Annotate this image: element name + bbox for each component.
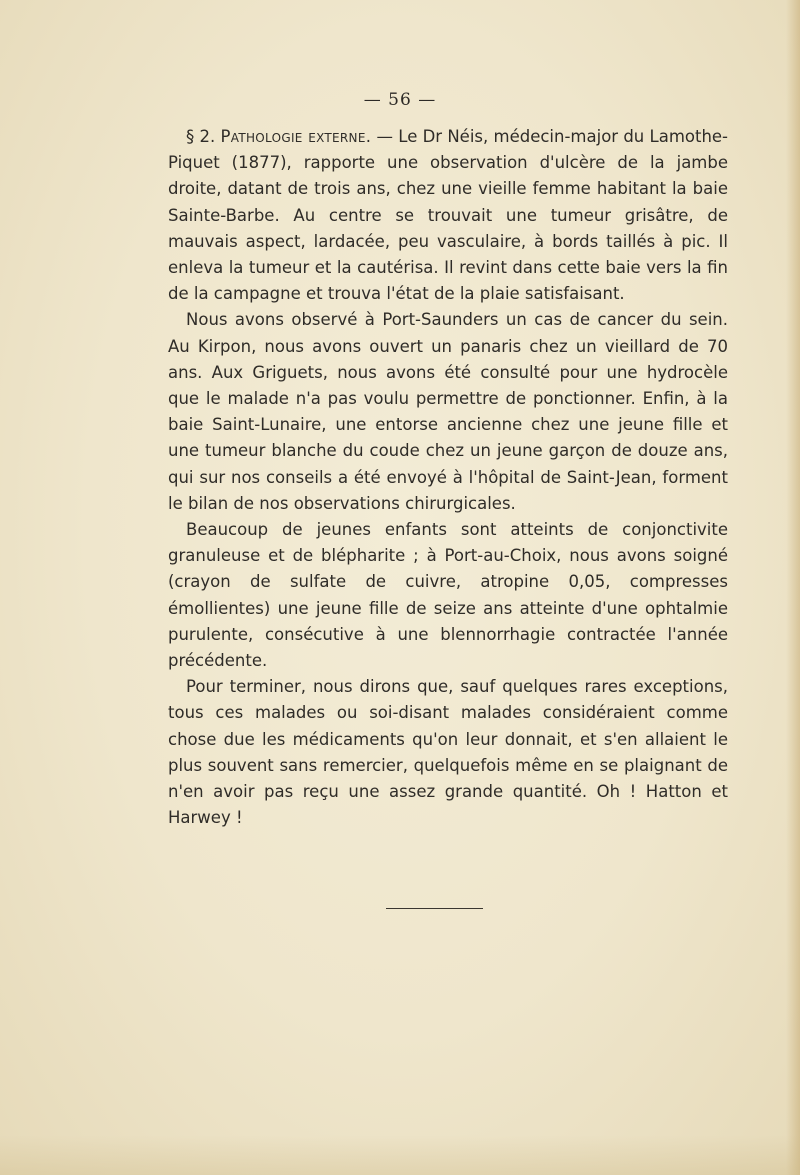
section-end-rule bbox=[386, 908, 483, 909]
page-bottom-shade bbox=[0, 1135, 800, 1175]
section-number: § 2. bbox=[186, 127, 216, 146]
section-intro-text: Le Dr Néis, médecin-major du Lamothe-Piquet (1877), rapporte une observation d'ulcère de la jambe droite, datant de trois ans, chez une vieille femme habitant la baie Sainte-Barbe. Au centre se trouvait une tumeur grisâtre, de mauvais aspect, lardacée, peu vasculaire, à bords taillés à pic. Il enleva la tumeur et la cautérisa. Il revint dans cette baie vers la fin de la campagne et trouva l'état de la plaie satisfaisant. bbox=[168, 127, 729, 304]
page-edge-shadow bbox=[786, 0, 800, 1175]
page-number: — 56 — bbox=[363, 90, 437, 110]
body-text bbox=[168, 124, 728, 831]
section-paragraph bbox=[168, 124, 728, 307]
paragraph-eye-diseases: Beaucoup de jeunes enfants sont atteints de conjonctivite granuleuse et de blépharite ; à Port-au-Choix, nous avons soigné (crayon de sulfate de cuivre, atropine 0,05, compresses émollientes) une jeune fille de seize ans atteinte d'une ophtalmie purulente, consécutive à une blennorrhagie contractée l'année précédente. bbox=[168, 520, 728, 671]
paragraph-surgical-cases: Nous avons observé à Port-Saunders un cas de cancer du sein. Au Kirpon, nous avons ouvert un panaris chez un vieillard de 70 ans. Aux Griguets, nous avons été consulté pour une hydrocèle que le malade n'a pas voulu permettre de ponctionner. Enfin, à la baie Saint-Lunaire, une entorse ancienne chez une jeune fille et une tumeur blanche du coude chez un jeune garçon de douze ans, qui sur nos conseils a été envoyé à l'hôpital de Saint-Jean, forment le bilan de nos observations chirurgicales. bbox=[168, 310, 728, 513]
section-heading: Pathologie externe. bbox=[220, 127, 372, 146]
section-separator: — bbox=[376, 127, 394, 146]
paragraph-conclusion: Pour terminer, nous dirons que, sauf quelques rares exceptions, tous ces malades ou soi-disant malades considéraient comme chose due les médicaments qu'on leur donnait, et s'en allaient le plus souvent sans remercier, quelquefois même en se plaignant de n'en avoir pas reçu une assez grande quantité. Oh ! Hatton et Harwey ! bbox=[168, 677, 728, 828]
